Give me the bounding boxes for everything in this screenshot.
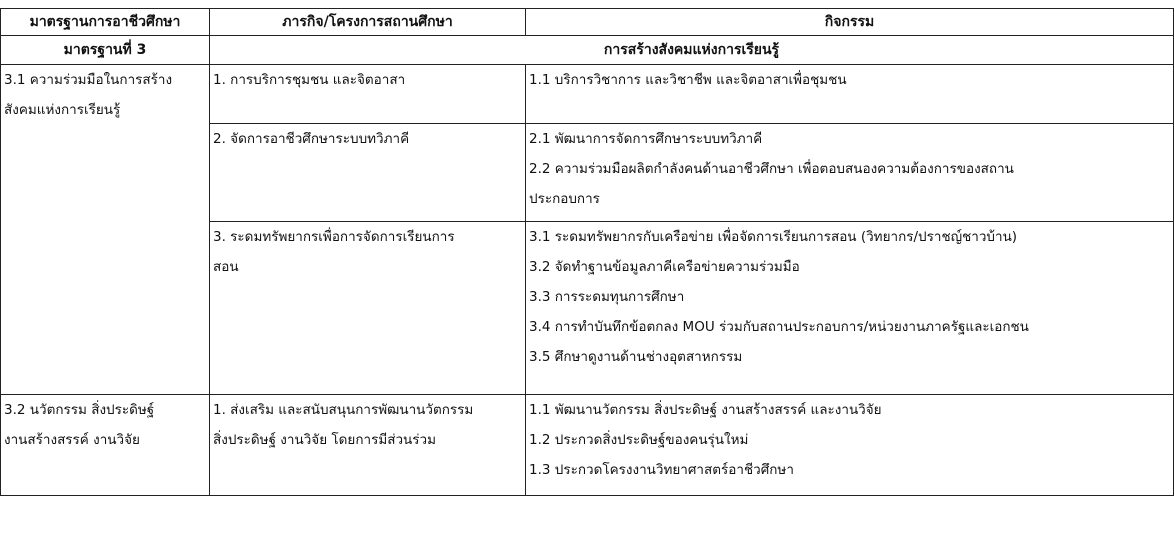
mission-cell [210,395,526,496]
activity-line: ประกอบการ [529,191,600,207]
standard-title: การสร้างสังคมแห่งการเรียนรู้ [210,36,1174,65]
mission-line: 1. ส่งเสริม และสนับสนุนการพัฒนานวัตกรรม [213,402,474,418]
indicator-cell [1,395,210,496]
activity-line: 1.1 พัฒนานวัตกรรม สิ่งประดิษฐ์ งานสร้างสรรค์ และงานวิจัย [529,402,882,418]
indicator-line: สังคมแห่งการเรียนรู้ [4,102,121,118]
table-row [1,65,1174,124]
mission-line: สิ่งประดิษฐ์ งานวิจัย โดยการมีส่วนร่วม [213,432,437,448]
indicator-line: งานสร้างสรรค์ งานวิจัย [4,432,140,448]
mission-line: 3. ระดมทรัพยากรเพื่อการจัดการเรียนการ [213,229,455,245]
activity-cell [526,65,1174,124]
activity-line: 3.3 การระดมทุนการศึกษา [529,289,685,305]
activity-line: 3.1 ระดมทรัพยากรกับเครือข่าย เพื่อจัดการเรียนการสอน (วิทยากร/ปราชญ์ชาวบ้าน) [529,229,1018,245]
header-activity: กิจกรรม [526,9,1174,36]
activity-line: 1.2 ประกวดสิ่งประดิษฐ์ของคนรุ่นใหม่ [529,432,749,448]
activity-line: 1.1 บริการวิชาการ และวิชาชีพ และจิตอาสาเพื่อชุมชน [529,72,847,88]
activity-line: 3.2 จัดทำฐานข้อมูลภาคีเครือข่ายความร่วมมือ [529,259,800,275]
activity-cell [526,395,1174,496]
indicator-cell [1,65,210,395]
standard-label: มาตรฐานที่ 3 [1,36,210,65]
activity-cell [526,222,1174,395]
standard-row [1,36,1174,65]
table-row [1,395,1174,496]
activity-line: 2.1 พัฒนาการจัดการศึกษาระบบทวิภาคี [529,131,763,147]
mission-cell [210,222,526,395]
activity-line: 3.4 การทำบันทึกข้อตกลง MOU ร่วมกับสถานประกอบการ/หน่วยงานภาครัฐและเอกชน [529,319,1029,335]
activity-line: 3.5 ศึกษาดูงานด้านช่างอุตสาหกรรม [529,349,743,365]
standards-table [0,8,1174,496]
mission-line: สอน [213,259,239,275]
indicator-line: 3.2 นวัตกรรม สิ่งประดิษฐ์ [4,402,155,418]
mission-cell [210,65,526,124]
mission-line: 1. การบริการชุมชน และจิตอาสา [213,72,406,88]
header-mission: ภารกิจ/โครงการสถานศึกษา [210,9,526,36]
cropped-top-strip [0,0,1174,8]
mission-line: 2. จัดการอาชีวศึกษาระบบทวิภาคี [213,131,410,147]
mission-cell [210,124,526,222]
indicator-line: 3.1 ความร่วมมือในการสร้าง [4,72,173,88]
activity-line: 1.3 ประกวดโครงงานวิทยาศาสตร์อาชีวศึกษา [529,462,794,478]
activity-line: 2.2 ความร่วมมือผลิตกำลังคนด้านอาชีวศึกษา เพื่อตอบสนองความต้องการของสถาน [529,161,1014,177]
activity-cell [526,124,1174,222]
header-row [1,9,1174,36]
header-standard: มาตรฐานการอาชีวศึกษา [1,9,210,36]
